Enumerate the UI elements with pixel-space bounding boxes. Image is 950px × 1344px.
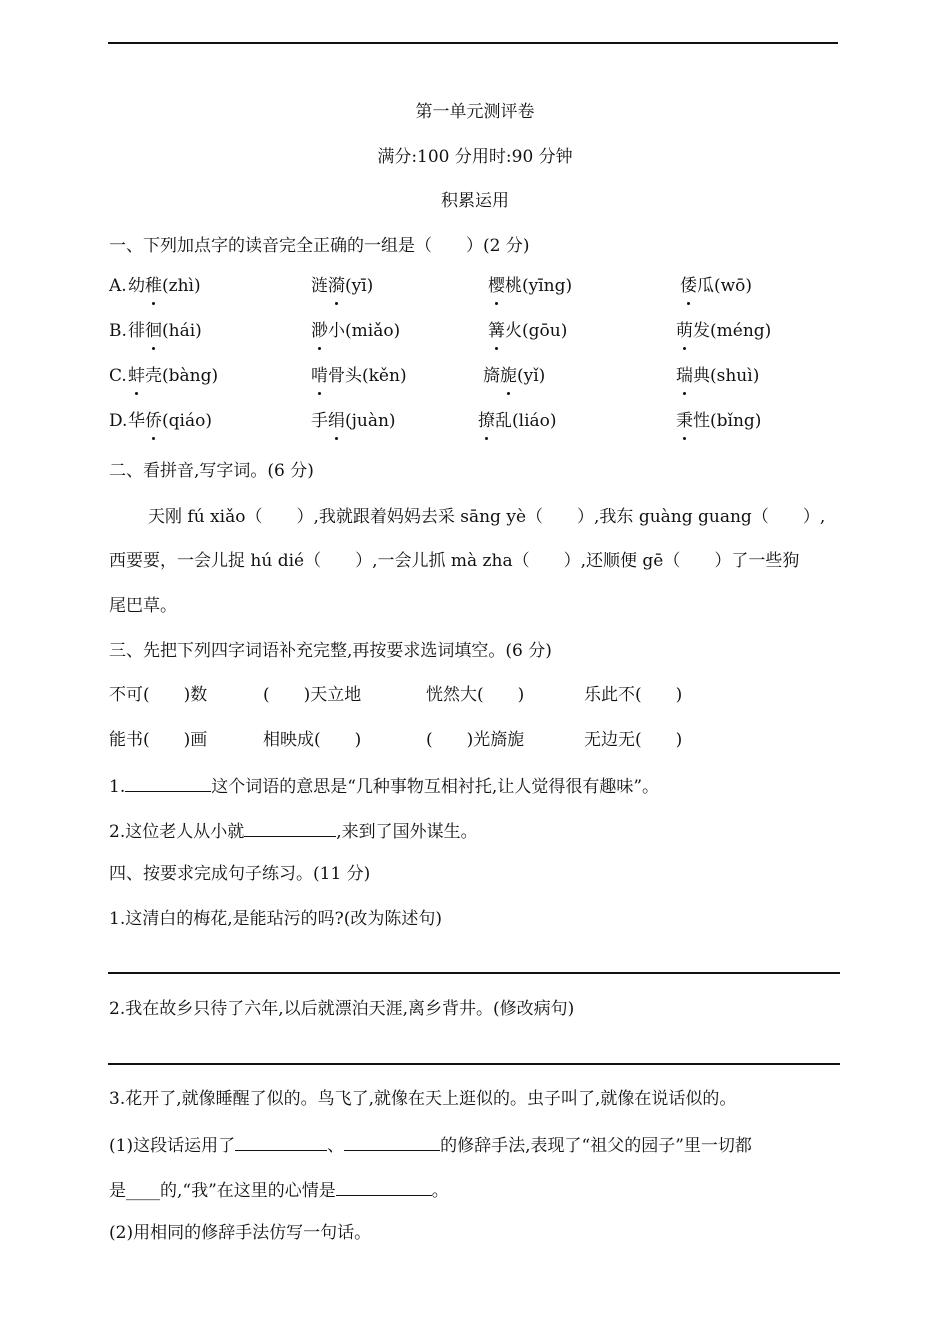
section-title: 积累运用 <box>441 191 509 211</box>
word-suffix: 桃(yīng) <box>505 276 573 296</box>
dotted-character: 篝 <box>488 321 505 341</box>
dotted-character: 蚌 <box>128 366 145 386</box>
word-suffix: 壳(bàng) <box>145 366 219 386</box>
word-suffix: 乱(liáo) <box>495 411 557 431</box>
q1-option-label[interactable]: A. <box>109 276 127 296</box>
word-suffix: (zhì) <box>162 276 201 296</box>
q1-word <box>676 364 759 388</box>
q1-word <box>128 364 218 388</box>
top-rule <box>108 42 838 44</box>
dotted-character: 瑞 <box>676 366 693 386</box>
q1-word <box>311 364 407 388</box>
q1-word <box>311 319 400 343</box>
q3-s1-number: 1. <box>109 777 126 797</box>
word-suffix: 发(méng) <box>693 321 772 341</box>
q3-s1-text: 这个词语的意思是“几种事物互相衬托,让人觉得很有趣味”。 <box>211 777 660 797</box>
q1-option-label[interactable]: B. <box>109 321 127 341</box>
q3-sentence-2 <box>109 818 478 844</box>
page-title: 第一单元测评卷 <box>415 102 535 122</box>
dotted-character: 侨 <box>145 411 162 431</box>
q4-s3-2-pre: 是____的,“我”在这里的心情是 <box>109 1181 336 1201</box>
q4-s3-part-1 <box>109 1132 752 1158</box>
q4-s3-1-blank-b[interactable] <box>344 1132 440 1151</box>
q1-word <box>676 319 771 343</box>
q3-s1-blank[interactable] <box>125 773 211 792</box>
q1-option-label[interactable]: C. <box>109 366 127 386</box>
dotted-character: 旎 <box>500 366 517 386</box>
q4-s3-part-1-cont <box>109 1177 449 1203</box>
word-suffix: 火(gōu) <box>505 321 568 341</box>
word-prefix: 华 <box>128 411 145 431</box>
dotted-character: 稚 <box>145 276 162 296</box>
q1-option-label[interactable]: D. <box>109 411 128 431</box>
word-suffix: 骨头(kěn) <box>328 366 407 386</box>
q4-s3-1-pre: (1)这段话运用了 <box>109 1136 236 1156</box>
q4-s3-2-blank[interactable] <box>336 1177 432 1196</box>
q2-line-3: 尾巴草。 <box>109 596 177 616</box>
q3-idiom-2: ( )天立地 <box>263 685 362 705</box>
q3-idiom-3: 恍然大( ) <box>426 685 525 705</box>
word-suffix: (yǐ) <box>517 366 546 386</box>
q4-s3-2-post: 。 <box>431 1181 449 1201</box>
q3-s2-pre: 2.这位老人从小就 <box>109 822 245 842</box>
q1-word <box>311 409 396 433</box>
q3-idiom-1: 不可( )数 <box>109 685 208 705</box>
word-suffix: 典(shuì) <box>693 366 760 386</box>
q2-line-1: 天刚 fú xiǎo（ ）,我就跟着妈妈去采 sāng yè（ ）,我东 guàng guang（ ）, <box>148 507 826 527</box>
word-prefix: 徘 <box>128 321 145 341</box>
dotted-character: 渺 <box>311 321 328 341</box>
q1-word <box>483 364 545 388</box>
q4-s3-1-post: 的修辞手法,表现了“祖父的园子”里一切都 <box>440 1136 752 1156</box>
q4-sentence-3: 3.花开了,就像睡醒了似的。鸟飞了,就像在天上逛似的。虫子叫了,就像在说话似的。 <box>109 1089 737 1109</box>
word-prefix: 涟 <box>311 276 328 296</box>
q1-word <box>488 319 567 343</box>
q3-idiom-6: 相映成( ) <box>263 730 362 750</box>
word-suffix: 小(miǎo) <box>328 321 401 341</box>
q2-line-2: 西要要，一会儿捉 hú dié（ ）,一会儿抓 mà zha（ ）,还顺便 gē（ ）了一些狗 <box>109 551 800 571</box>
word-suffix: 性(bǐng) <box>693 411 762 431</box>
q4-s3-1-sep: 、 <box>327 1136 345 1156</box>
q4-s3-part-2: (2)用相同的修辞手法仿写一句话。 <box>109 1223 372 1243</box>
q1-word <box>128 274 201 298</box>
q3-idiom-5: 能书( )画 <box>109 730 208 750</box>
q4-heading: 四、按要求完成句子练习。(11 分) <box>109 864 371 884</box>
q1-word <box>128 409 212 433</box>
q4-answer-line-1[interactable] <box>108 972 840 974</box>
q2-heading: 二、看拼音,写字词。(6 分) <box>109 461 314 481</box>
word-suffix: (hái) <box>162 321 202 341</box>
q3-sentence-1 <box>109 773 659 799</box>
q1-heading: 一、下列加点字的读音完全正确的一组是（ ）(2 分) <box>109 236 530 256</box>
q1-word <box>488 274 572 298</box>
q4-s3-1-blank-a[interactable] <box>235 1132 327 1151</box>
word-suffix: 瓜(wō) <box>697 276 753 296</box>
dotted-character: 撩 <box>478 411 495 431</box>
word-prefix: 旖 <box>483 366 500 386</box>
dotted-character: 樱 <box>488 276 505 296</box>
q3-idiom-4: 乐此不( ) <box>584 685 683 705</box>
dotted-character: 漪 <box>328 276 345 296</box>
dotted-character: 绢 <box>328 411 345 431</box>
q4-sentence-2: 2.我在故乡只待了六年,以后就漂泊天涯,离乡背井。(修改病句) <box>109 999 575 1019</box>
dotted-character: 萌 <box>676 321 693 341</box>
q1-word <box>478 409 557 433</box>
q3-s2-post: ,来到了国外谋生。 <box>336 822 478 842</box>
dotted-character: 徊 <box>145 321 162 341</box>
dotted-character: 倭 <box>680 276 697 296</box>
q3-idiom-7: ( )光旖旎 <box>426 730 525 750</box>
q1-word <box>311 274 373 298</box>
q1-word <box>676 409 761 433</box>
word-prefix: 幼 <box>128 276 145 296</box>
q1-word <box>680 274 752 298</box>
dotted-character: 秉 <box>676 411 693 431</box>
q4-answer-line-2[interactable] <box>108 1063 840 1065</box>
q3-idiom-8: 无边无( ) <box>584 730 683 750</box>
q4-sentence-1: 1.这清白的梅花,是能玷污的吗?(改为陈述句) <box>109 909 443 929</box>
q3-s2-blank[interactable] <box>244 818 336 837</box>
word-suffix: (qiáo) <box>162 411 212 431</box>
word-suffix: (yī) <box>345 276 374 296</box>
q3-heading: 三、先把下列四字词语补充完整,再按要求选词填空。(6 分) <box>109 641 552 661</box>
word-suffix: (juàn) <box>345 411 396 431</box>
word-prefix: 手 <box>311 411 328 431</box>
dotted-character: 啃 <box>311 366 328 386</box>
exam-meta: 满分:100 分用时:90 分钟 <box>377 147 573 167</box>
q1-word <box>128 319 202 343</box>
